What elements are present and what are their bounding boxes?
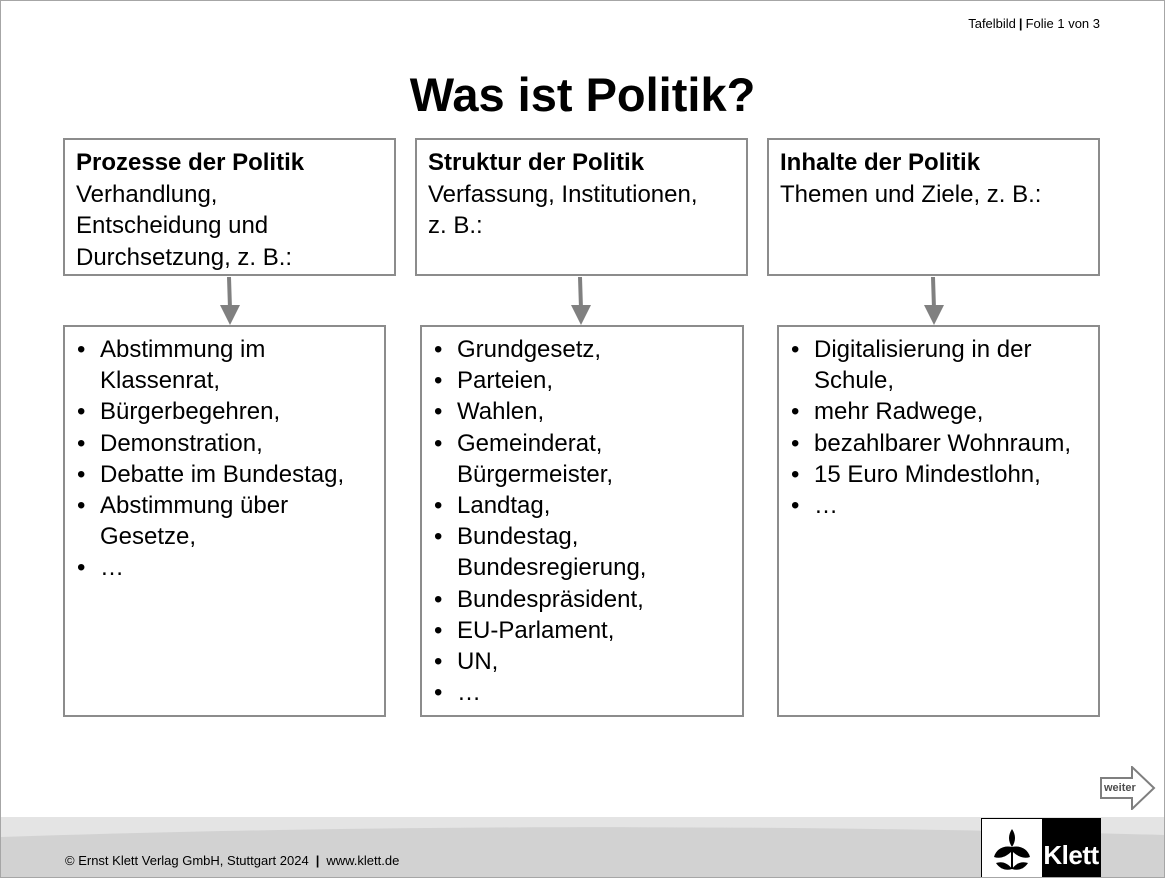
list-item: • … (789, 490, 1090, 521)
bullet-icon: • (434, 648, 443, 676)
bullet-list (789, 334, 1090, 521)
list-item: • UN, (432, 646, 734, 677)
list-item: • Landtag, (432, 490, 734, 521)
bullet-icon: • (77, 429, 86, 457)
bullet-icon: • (791, 398, 800, 426)
list-item: • Parteien, (432, 365, 734, 396)
footer (65, 853, 399, 868)
next-button-label[interactable]: weiter (1104, 782, 1136, 794)
slide-title: Was ist Politik? (409, 68, 756, 121)
bullet-icon: • (77, 336, 86, 363)
category-desc-line: Verhandlung, (76, 180, 218, 208)
list-item: • Abstimmung im Klassenrat, (77, 336, 266, 395)
header-label: Tafelbild (968, 16, 1016, 31)
bullet-icon: • (77, 492, 86, 520)
arrow-down-icon (218, 277, 242, 327)
bullet-icon: • (791, 460, 800, 488)
arrow-down-icon (569, 277, 593, 327)
category-box-prozesse (63, 138, 396, 276)
list-item: • … (432, 677, 734, 708)
category-title: Prozesse der Politik (76, 149, 305, 176)
list-item: • … (75, 552, 376, 583)
list-item: • Bundespräsident, (432, 584, 734, 615)
bullet-icon: • (434, 367, 443, 395)
category-desc-line: z. B.: (428, 212, 483, 239)
category-desc-line: Entscheidung und (76, 212, 269, 239)
list-item: • mehr Radwege, (789, 396, 1090, 427)
bullet-icon: • (791, 492, 800, 520)
list-item: • Wahlen, (432, 396, 734, 427)
category-box-struktur (415, 138, 748, 276)
list-item: • Bundestag, Bundesregierung, (434, 523, 647, 582)
category-desc-line: Durchsetzung, z. B.: (76, 243, 293, 271)
footer-separator: | (315, 853, 320, 868)
category-title: Inhalte der Politik (780, 149, 981, 176)
klett-logo (981, 818, 1101, 878)
list-item: • Grundgesetz, (432, 334, 734, 365)
list-item: • Gemeinderat, Bürgermeister, (434, 429, 614, 488)
bullet-icon: • (77, 554, 86, 582)
list-item: • 15 Euro Mindestlohn, (789, 459, 1090, 490)
arrow-down-icon (922, 277, 946, 327)
list-item: • Bürgerbegehren, (75, 396, 376, 427)
bullet-icon: • (434, 398, 443, 426)
bullet-icon: • (434, 336, 443, 363)
examples-list-inhalte (777, 325, 1100, 717)
bullet-icon: • (434, 679, 443, 707)
bullet-icon: • (77, 398, 86, 426)
klett-emblem-icon (982, 819, 1042, 877)
slide-header-meta (968, 16, 1100, 31)
bullet-icon: • (434, 492, 443, 520)
bullet-icon: • (434, 585, 443, 613)
copyright-text: © Ernst Klett Verlag GmbH, Stuttgart 2024 (65, 853, 309, 868)
footer-link[interactable]: www.klett.de (326, 853, 400, 868)
list-item: • Demonstration, (75, 428, 376, 459)
list-item: • Abstimmung über Gesetze, (77, 492, 289, 551)
list-item: • bezahlbarer Wohnraum, (789, 428, 1090, 459)
bullet-icon: • (791, 336, 800, 363)
bullet-list (432, 334, 734, 708)
bullet-list (75, 334, 376, 584)
bullet-icon: • (434, 523, 443, 551)
bullet-icon: • (77, 460, 86, 488)
examples-list-struktur (420, 325, 744, 717)
bullet-icon: • (434, 616, 443, 644)
bullet-icon: • (434, 429, 443, 457)
category-desc-line: Verfassung, Institutionen, (428, 180, 698, 208)
category-box-inhalte (767, 138, 1100, 276)
bullet-icon: • (791, 429, 800, 457)
examples-list-prozesse (63, 325, 386, 717)
klett-wordmark: Klett (1042, 819, 1100, 877)
list-item: • Digitalisierung in der Schule, (791, 336, 1032, 395)
header-separator: | (1018, 16, 1023, 31)
list-item: • EU-Parlament, (432, 615, 734, 646)
category-desc-line: Themen und Ziele, z. B.: (780, 180, 1042, 208)
slide-counter: Folie 1 von 3 (1025, 16, 1100, 31)
list-item: • Debatte im Bundestag, (75, 459, 376, 490)
category-title: Struktur der Politik (428, 149, 645, 176)
